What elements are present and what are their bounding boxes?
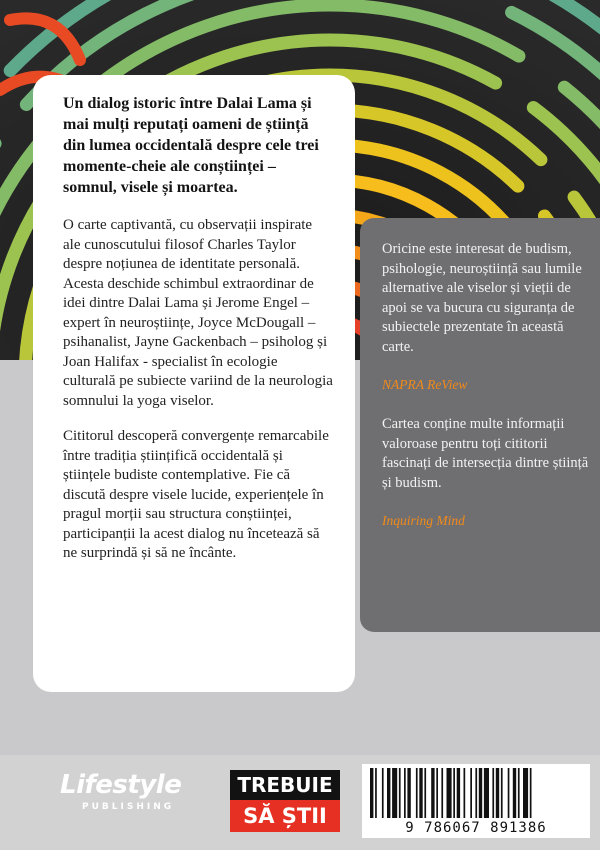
barcode-bar: [392, 768, 397, 818]
publisher-logo-name: Lifestyle: [60, 770, 182, 800]
barcode-bar: [501, 768, 503, 818]
barcode-bar: [431, 768, 434, 818]
barcode-bar: [419, 768, 422, 818]
barcode-bar: [479, 768, 482, 818]
review-quote: Oricine este interesat de budism, psihologie, neuroștiință sau lumile alternative ale viselor și vieții de apoi se va bucura cu siguranța de subiectele prezentate în această carte.: [382, 241, 582, 355]
publisher-logo: [60, 770, 181, 812]
barcode-bar: [453, 768, 455, 818]
barcode-bar: [470, 768, 472, 818]
barcode-bar: [387, 768, 390, 818]
barcode-bar: [441, 768, 443, 818]
barcode-bar: [518, 768, 520, 818]
barcode-bar: [457, 768, 460, 818]
publisher-logo-subtitle: PUBLISHING: [82, 802, 175, 812]
barcode-bar: [447, 768, 452, 818]
barcode-bars: [362, 764, 590, 820]
barcode-bar: [484, 768, 489, 818]
barcode-bar: [492, 768, 494, 818]
description-paragraph-1: O carte captivantă, cu observații inspirate ale cunoscutului filosof Charles Taylor despre noțiunea de identitate personală. Acesta deschide schimbul extraordinar de idei dintre Dalai Lama și Jerome Engel – expert în neuroștiințe, Joyce McDougall – psihanalist, Jayne Gackenbach – psiholog și Joan Halifax - specialist în ecologie culturală pe subiecte variind de la neurologia somnului la yoga viselor.: [63, 217, 333, 409]
barcode-bar: [370, 768, 373, 818]
review-source: Inquiring Mind: [382, 513, 465, 528]
barcode-bar: [513, 768, 516, 818]
barcode-bar: [508, 768, 510, 818]
barcode-bar: [424, 768, 426, 818]
barcode-bar: [523, 768, 528, 818]
description-panel: [33, 75, 355, 692]
barcode-bar: [375, 768, 377, 818]
barcode-bar: [382, 768, 384, 818]
series-logo-line-2: SĂ ȘTII: [230, 800, 340, 832]
barcode-bar: [404, 768, 406, 818]
barcode-bar: [496, 768, 499, 818]
barcode-bar: [475, 768, 477, 818]
barcode-bar: [407, 768, 410, 818]
isbn-number: 9 786067 891386: [405, 820, 547, 836]
barcode-bar: [436, 768, 438, 818]
barcode-bar: [530, 768, 532, 818]
barcode-bar: [399, 768, 401, 818]
lead-text: Un dialog istoric între Dalai Lama și mai mulți reputați oameni de știință din lumea occidentală despre cele trei momente-cheie ale conștiinței – somnul, visele și moartea.: [63, 95, 319, 196]
series-logo: [230, 770, 340, 832]
review-quote: Cartea conține multe informații valoroase pentru toți cititorii fascinați de intersecția dintre știință și budism.: [382, 416, 589, 491]
isbn-barcode: [362, 764, 590, 838]
barcode-bar: [464, 768, 466, 818]
reviews-panel: [360, 218, 600, 632]
description-paragraph-2: Cititorul descoperă convergențe remarcabile între tradiția științifică occidentală și științele budiste contemplative. Fie că discută despre visele lucide, experiențele în pragul morții sau structura conștiinței, participanții la acest dialog nu încetează să ne surprindă și să ne încânte.: [63, 428, 329, 561]
series-logo-line-1: TREBUIE: [230, 770, 340, 800]
barcode-bar: [416, 768, 418, 818]
review-source: NAPRA ReView: [382, 377, 468, 392]
